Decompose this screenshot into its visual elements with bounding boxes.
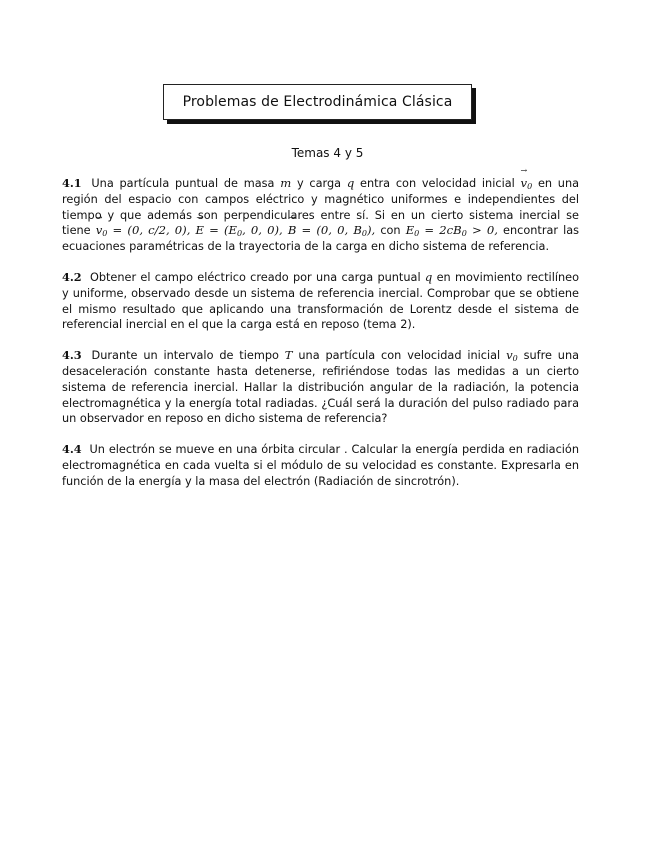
- subscript: 0: [414, 229, 420, 239]
- equation-v0: = (0, c/2, 0),: [112, 223, 191, 238]
- problem-text: en movimiento rectilíneo y uniforme, observado desde un sistema de referencia inercial. Comprobar que se obtiene el mismo resultado que aplicando una transformación de Lorentz desde el sistema de referencial inercial en el que la carga está en reposo (tema 2).: [62, 270, 579, 332]
- problem-4-1: [62, 176, 579, 255]
- problem-text: encontrar las ecuaciones paramétricas de la trayectoria de la carga en dicho sistema de referencia.: [62, 224, 580, 254]
- vector-v0: → v: [521, 176, 528, 192]
- equation-b-b: ),: [367, 223, 376, 238]
- problem-4-2: [62, 270, 579, 333]
- problem-text: Una partícula puntual de masa: [91, 177, 275, 190]
- problem-text: y carga: [296, 177, 342, 190]
- equation-e-b: , 0, 0),: [242, 223, 283, 238]
- problem-text: con: [380, 224, 401, 238]
- page-subtitle: Temas 4 y 5: [291, 146, 364, 160]
- subscript: 0: [236, 229, 243, 239]
- subscript: 0: [361, 229, 368, 239]
- problem-text: Obtener el campo eléctrico creado por una carga puntual: [89, 270, 421, 284]
- problem-4-3: [62, 348, 579, 427]
- equation-e-a: = (E: [209, 223, 237, 238]
- problem-4-4: [62, 442, 579, 489]
- condition-cb: = 2cB: [424, 223, 462, 238]
- math-b-field: [288, 223, 375, 237]
- problem-number: 4.1: [62, 176, 82, 190]
- subscript: 0: [512, 354, 518, 364]
- subscript: 0: [527, 182, 533, 191]
- subscript: 0: [102, 229, 108, 239]
- problem-text: sufre una desaceleración constante hasta detenerse, refiriéndose todas las medidas a un cierto sistema de referencia inercial. Hallar la distribución angular de la radiación, la potencia electromagnética y la energía total radiadas. ¿Cuál será la duración del pulso radiado para un observador en reposo en dicho sistema de referencia?: [62, 349, 580, 426]
- problem-text: Un electrón se mueve en una órbita circular . Calcular la energía perdida en radiación electromagnética en cada vuelta si el módulo de su velocidad es constante. Expresarla en función de la energía y la masa del electrón (Radiación de sincrotrón).: [62, 443, 579, 488]
- math-mass: m: [280, 176, 292, 190]
- vector-b: → B: [288, 223, 297, 239]
- problem-text: en una región del espacio con campos eléctrico y magnético uniformes e independientes del tiempo y que además son perpendiculares entre sí. Si en un cierto sistema inercial se tiene: [62, 177, 580, 238]
- problem-text: Durante un intervalo de tiempo: [91, 349, 279, 363]
- math-e-field: [195, 223, 282, 237]
- problem-number: 4.2: [62, 269, 82, 284]
- math-initial-speed: [506, 348, 518, 362]
- condition-gt: > 0,: [471, 223, 498, 238]
- math-charge: q: [346, 176, 355, 190]
- problem-list: [62, 176, 579, 505]
- problem-number: 4.3: [62, 348, 82, 363]
- vector-v0: → v: [96, 223, 103, 239]
- equation-b-a: = (0, 0, B: [301, 223, 362, 238]
- subscript: 0: [461, 229, 467, 239]
- vector-e: → E: [195, 223, 203, 239]
- math-time-interval: T: [284, 348, 293, 363]
- problem-text: una partícula con velocidad inicial: [298, 349, 501, 363]
- condition-e: E: [405, 223, 415, 238]
- math-initial-velocity: [521, 176, 533, 190]
- math-v0-value: [96, 223, 191, 237]
- problem-number: 4.4: [62, 442, 82, 457]
- speed-symbol: v: [506, 348, 513, 363]
- math-condition: [406, 223, 498, 237]
- page-title-text: Problemas de Electrodinámica Clásica: [182, 94, 453, 110]
- page-title: [163, 84, 472, 120]
- math-charge: q: [424, 269, 433, 284]
- problem-text: entra con velocidad inicial: [360, 177, 515, 190]
